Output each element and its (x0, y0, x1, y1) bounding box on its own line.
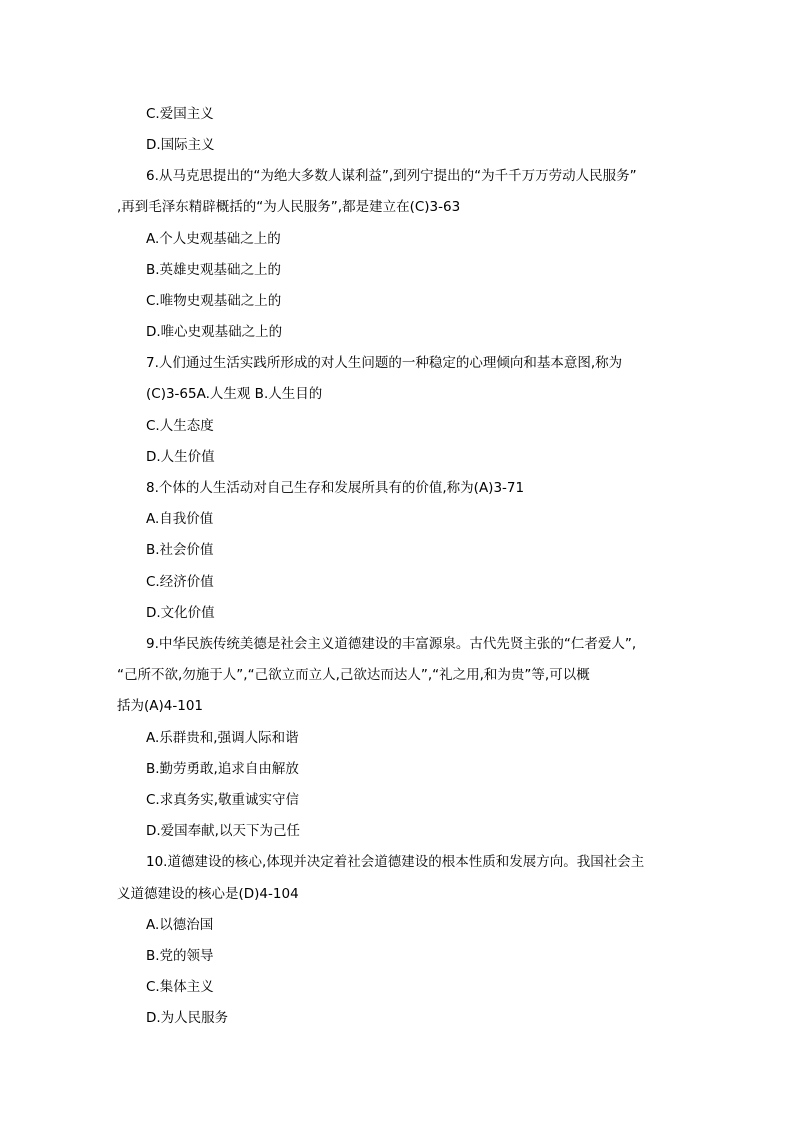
option-line: B.社会价值 (146, 542, 214, 558)
question-line: 8.个体的人生活动对自己生存和发展所具有的价值,称为(A)3-71 (146, 480, 525, 496)
option-line: D.为人民服务 (146, 1010, 229, 1026)
option-line: C.经济价值 (146, 574, 214, 590)
option-line: C.集体主义 (146, 979, 214, 995)
option-line: A.以德治国 (146, 917, 214, 933)
option-line: D.文化价值 (146, 605, 215, 621)
question-line: 10.道德建设的核心,体现并决定着社会道德建设的根本性质和发展方向。我国社会主 (146, 854, 645, 870)
option-line: A.个人史观基础之上的 (146, 231, 281, 247)
question-line: 7.人们通过生活实践所形成的对人生问题的一种稳定的心理倾向和基本意图,称为 (146, 355, 623, 371)
question-line: 6.从马克思提出的“为绝大多数人谋利益”,到列宁提出的“为千千万万劳动人民服务” (146, 168, 637, 184)
option-line: C.唯物史观基础之上的 (146, 293, 282, 309)
question-continuation-line: (C)3-65A.人生观 B.人生目的 (146, 386, 323, 402)
option-line: D.爱国奉献,以天下为己任 (146, 823, 300, 839)
option-line: A.乐群贵和,强调人际和谐 (146, 730, 299, 746)
option-line: C.人生态度 (146, 418, 214, 434)
option-line: B.英雄史观基础之上的 (146, 262, 282, 278)
option-line: D.国际主义 (146, 137, 215, 153)
option-line: C.求真务实,敬重诚实守信 (146, 792, 300, 808)
question-line: 9.中华民族传统美德是社会主义道德建设的丰富源泉。古代先贤主张的“仁者爱人”, (146, 636, 637, 652)
option-line: B.勤劳勇敢,追求自由解放 (146, 761, 299, 777)
option-line: C.爱国主义 (146, 106, 214, 122)
option-line: D.唯心史观基础之上的 (146, 324, 283, 340)
option-line: A.自我价值 (146, 511, 214, 527)
question-continuation-line: 义道德建设的核心是(D)4-104 (117, 886, 299, 902)
option-line: D.人生价值 (146, 449, 215, 465)
question-continuation-line: “己所不欲,勿施于人”,“己欲立而立人,己欲达而达人”,“礼之用,和为贵”等,可以概 (117, 667, 590, 683)
question-continuation-line: 括为(A)4-101 (117, 698, 203, 714)
option-line: B.党的领导 (146, 948, 214, 964)
question-continuation-line: ,再到毛泽东精辟概括的“为人民服务”,都是建立在(C)3-63 (117, 199, 461, 215)
